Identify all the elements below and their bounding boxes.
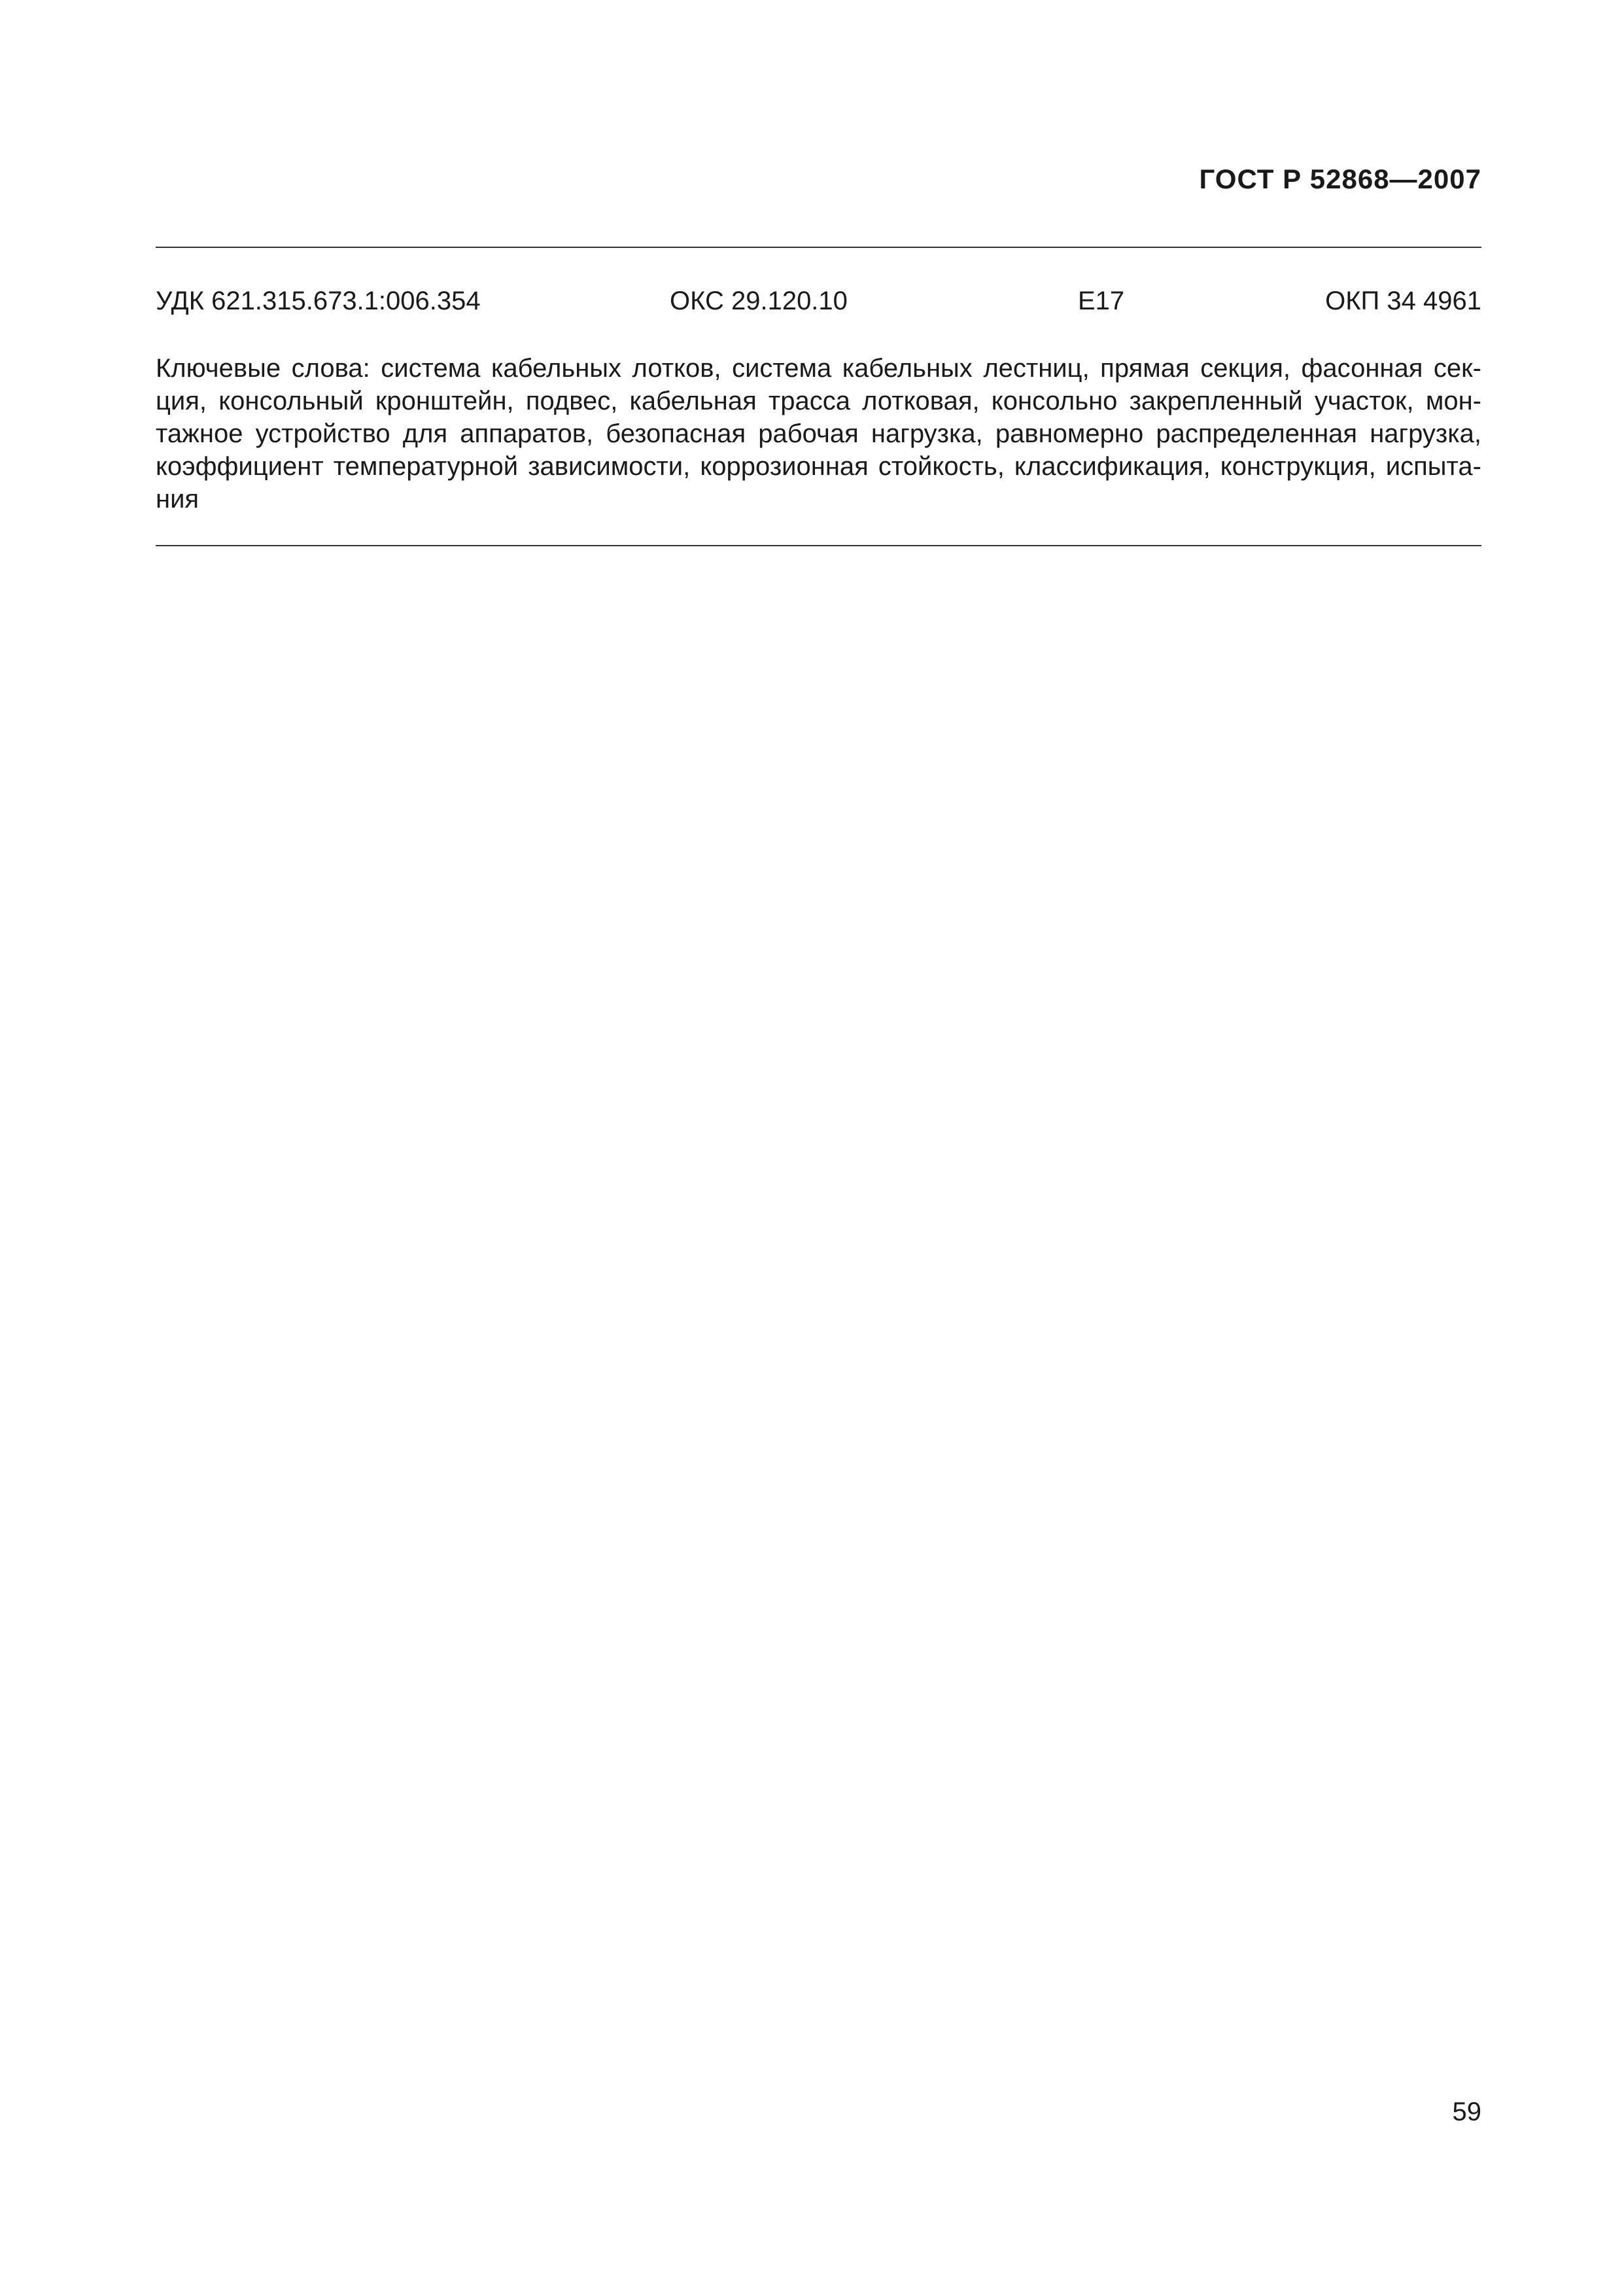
keywords-line: ния: [156, 485, 199, 514]
keywords-line: тажное устройство для аппаратов, безопасная рабочая нагрузка, равномерно распределенная нагрузка,: [156, 419, 1481, 448]
keywords-line: коэффициент температурной зависимости, коррозионная стойкость, классификация, конструкция, испыта-: [156, 452, 1481, 481]
udk-code: УДК 621.315.673.1:006.354: [156, 287, 481, 315]
okp-code: ОКП 34 4961: [1325, 287, 1481, 315]
page-number: 59: [1452, 2097, 1481, 2126]
bottom-divider: [156, 545, 1481, 546]
keywords-paragraph: [156, 352, 1481, 516]
oks-code: ОКС 29.120.10: [670, 287, 848, 315]
top-divider: [156, 247, 1481, 248]
classification-row: [156, 287, 1481, 326]
keywords-line: Ключевые слова: система кабельных лотков, система кабельных лестниц, прямая секция, фасонная сек-: [156, 354, 1481, 383]
group-code: Е17: [1078, 287, 1125, 315]
keywords-line: ция, консольный кронштейн, подвес, кабельная трасса лотковая, консольно закрепленный участок, мон-: [156, 387, 1481, 415]
document-code: ГОСТ Р 52868—2007: [1199, 164, 1481, 194]
